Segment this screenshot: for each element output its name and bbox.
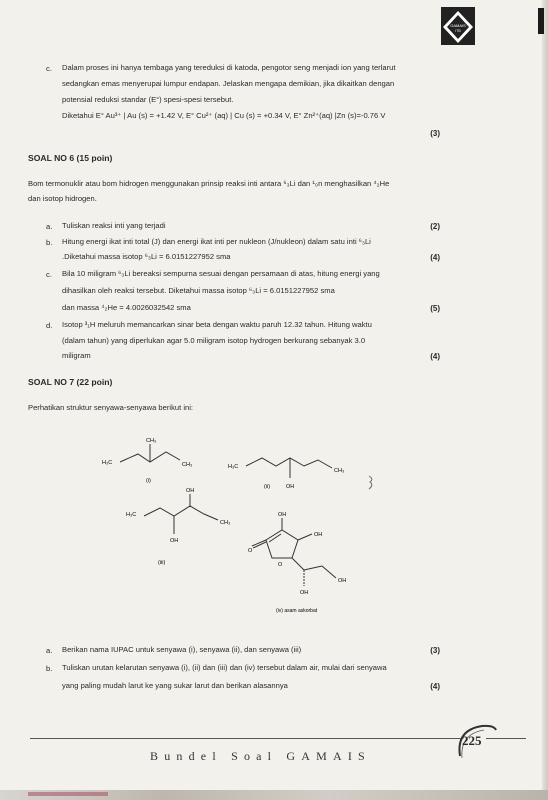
soal6-a-marks: (2) [430,222,440,231]
structure-ii-label-oh: OH [286,484,295,490]
soal6-c-line3: dan massa ⁴₂He = 4.0026032542 sma [62,303,191,312]
svg-text:GAMAIS: GAMAIS [450,23,466,28]
part-c-line4: Diketahui E° Au³⁺ | Au (s) = +1.42 V, E° Cu²⁺ (aq) | Cu (s) = +0.34 V, E° Zn²⁺(aq) |Zn (s)=-0.76 V [62,111,386,120]
stray-mark [366,474,376,492]
structure-ii-label-h3c: H₃C [228,464,239,470]
soal6-b-line1: Hitung energi ikat inti total (J) dan energi ikat inti per nukleon (J/nukleon) dalam satu inti ⁶₃Li [62,237,371,246]
soal6-intro-line1: Bom termonuklir atau bom hidrogen menggunakan prinsip reaksi inti antara ⁶₃Li dan ¹₀n menghasilkan ⁴₂He [28,179,390,188]
soal7-a-label: a. [46,646,53,655]
structure-iv-label-oh-bottom: OH [300,590,309,596]
structure-i-label-h3c: H₃C [102,460,113,466]
part-c-line2: sedangkan emas menyerupai lumpur endapan. Jelaskan mengapa demikian, jika dikaitkan dengan [62,79,395,88]
soal6-d-line1: Isotop ³₁H meluruh memancarkan sinar beta dengan waktu paruh 12.32 tahun. Hitung waktu [62,320,372,329]
footer-rule-left [30,738,462,739]
structure-iv-caption: (iv) asam askorbat [276,608,318,614]
footer-title: Bundel Soal GAMAIS [150,749,371,763]
soal7-b-label: b. [46,664,53,673]
structure-i-caption: (i) [146,478,151,484]
svg-text:ITB: ITB [455,29,461,33]
structure-iv-label-oh-right: OH [314,532,323,538]
soal6-c-line1: Bila 10 miligram ⁶₃Li bereaksi sempurna sesuai dengan persamaan di atas, hitung energi yang [62,269,380,278]
soal6-intro-line2: dan isotop hidrogen. [28,194,97,203]
part-c-label: c. [46,64,52,73]
soal6-b-marks: (4) [430,253,440,262]
soal6-a-label: a. [46,222,53,231]
soal6-c-line2: dihasilkan oleh reaksi tersebut. Diketahui massa isotop ⁶₃Li = 6.0151227952 sma [62,286,335,295]
structure-iv [248,508,368,618]
soal7-intro: Perhatikan struktur senyawa-senyawa berikut ini: [28,403,194,412]
structure-i [100,432,220,488]
structure-iii [124,486,244,570]
soal7-heading: SOAL NO 7 (22 poin) [28,377,113,387]
soal6-d-marks: (4) [430,352,440,361]
soal6-d-label: d. [46,321,53,330]
part-c-line3: potensial reduksi standar (E°) spesi-spesi tersebut. [62,95,234,104]
structure-iii-label-oh-bottom: OH [170,538,179,544]
structure-iv-label-o-carbonyl: O [248,548,253,554]
structure-iii-caption: (iii) [158,560,166,566]
structure-ii-caption: (ii) [264,484,271,490]
soal6-heading: SOAL NO 6 (15 poin) [28,153,113,163]
soal6-a-text: Tuliskan reaksi inti yang terjadi [62,221,166,230]
soal7-a-text: Berikan nama IUPAC untuk senyawa (i), senyawa (ii), dan senyawa (iii) [62,645,302,654]
structure-iv-label-oh-top: OH [278,512,287,518]
page-edge [542,0,548,800]
structure-iv-label-oh-chain: OH [338,578,347,584]
soal6-c-label: c. [46,270,52,279]
binding-mark [538,8,544,34]
gamais-logo [440,6,476,46]
structure-iv-label-o-ring: O [278,562,283,568]
soal6-d-line3: miligram [62,351,91,360]
soal6-b-label: b. [46,238,53,247]
part-c-marks: (3) [430,129,440,138]
soal6-d-line2: (dalam tahun) yang diperlukan agar 5.0 miligram isotop hydrogen berkurang sebanyak 3.0 [62,336,366,345]
structure-i-label-ch3-top: CH₃ [146,438,157,444]
page-number: 225 [462,733,482,748]
structure-i-label-ch3-right: CH₃ [182,462,193,468]
soal7-b-line1: Tuliskan urutan kelarutan senyawa (i), (ii) dan (iii) dan (iv) tersebut dalam air, mulai dari senyawa [62,663,387,672]
structure-ii-label-ch3: CH₃ [334,468,345,474]
structure-iii-label-h3c: H₃C [126,512,137,518]
soal6-c-marks: (5) [430,304,440,313]
soal7-b-marks: (4) [430,682,440,691]
soal6-b-line2: .Diketahui massa isotop ⁶₃Li = 6.0151227952 sma [62,252,231,261]
soal7-a-marks: (3) [430,646,440,655]
structure-ii [228,448,358,500]
scan-artifact [28,792,108,796]
structure-iii-label-oh-top: OH [186,488,195,494]
part-c-line1: Dalam proses ini hanya tembaga yang tereduksi di katoda, pengotor seng menjadi ion yang terlarut [62,63,396,72]
structure-iii-label-ch3: CH₃ [220,520,231,526]
soal7-b-line2: yang paling mudah larut ke yang sukar larut dan berikan alasannya [62,681,288,690]
